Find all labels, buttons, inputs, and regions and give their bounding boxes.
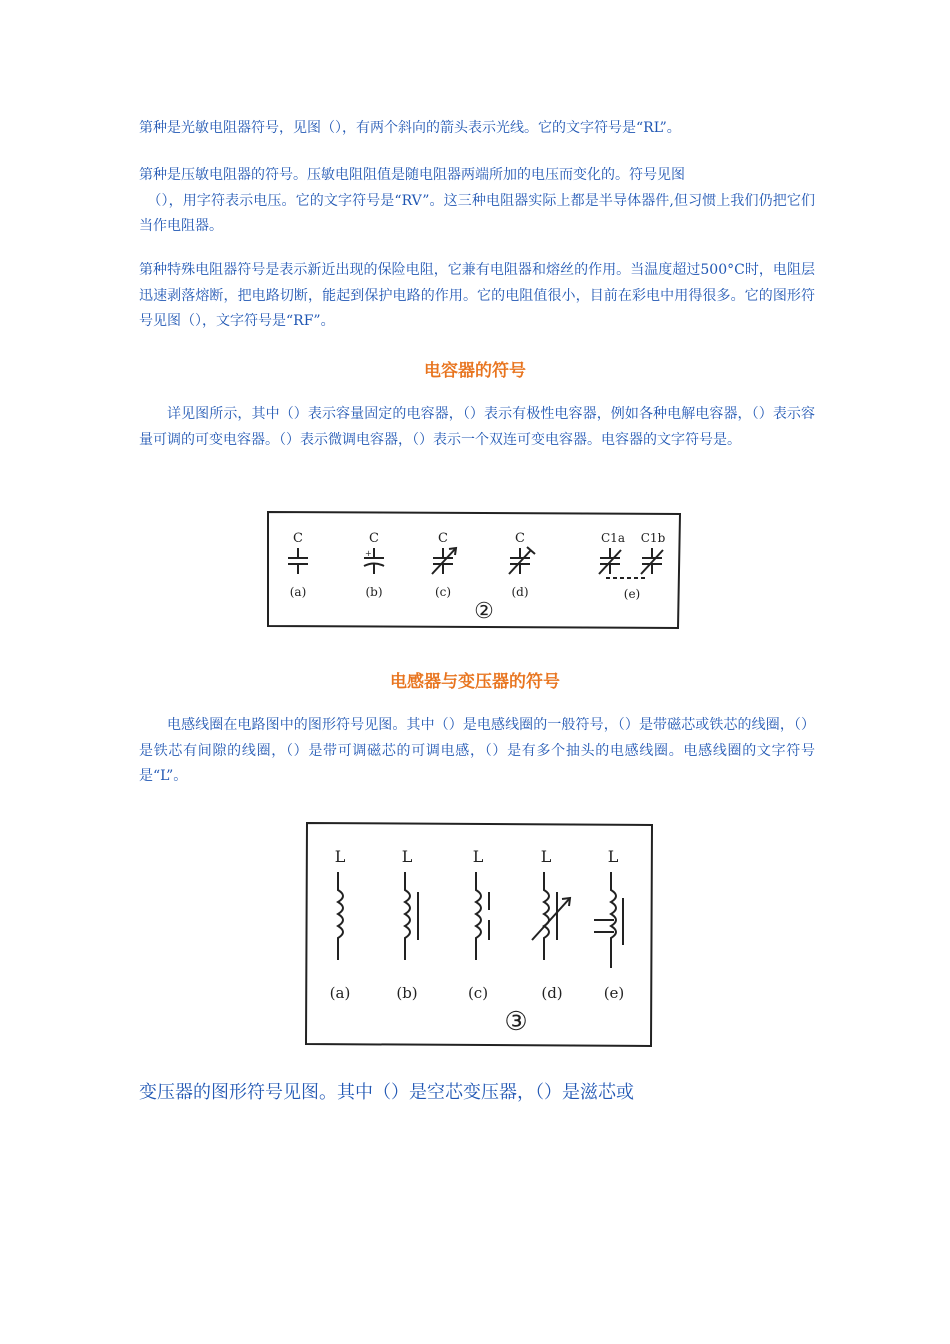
inductor-adjustable-symbol <box>532 872 570 960</box>
cap-label-d: C <box>515 531 525 546</box>
paragraph-varistor <box>139 163 815 240</box>
cap-caption-e: (e) <box>623 587 641 601</box>
inductor-gapped-core-symbol <box>476 872 489 960</box>
cap-caption-b: (b) <box>365 585 383 599</box>
heading-capacitor: 电容器的符号 <box>424 361 526 381</box>
ind-label-c: L <box>472 847 484 866</box>
heading-inductor: 电感器与变压器的符号 <box>390 672 560 692</box>
ind-caption-c: (c) <box>467 984 489 1002</box>
cap-caption-a: (a) <box>289 585 307 599</box>
paragraph-transformer: 变压器的图形符号见图。其中（）是空芯变压器，（）是滋芯或 <box>139 1082 634 1103</box>
ind-label-d: L <box>540 847 552 866</box>
ind-label-e: L <box>607 847 619 866</box>
ind-caption-d: (d) <box>541 984 563 1002</box>
ind-caption-b: (b) <box>396 984 418 1002</box>
ind-caption-e: (e) <box>603 984 625 1002</box>
svg-text:+: + <box>365 549 372 558</box>
cap-label-a: C <box>293 531 303 546</box>
ind-figure-number: ③ <box>504 1007 528 1037</box>
cap-label-e1: C1a <box>601 531 625 545</box>
capacitor-fixed-symbol <box>288 548 308 574</box>
inductor-symbols-figure <box>304 820 656 1052</box>
cap-label-c: C <box>438 531 448 546</box>
capacitor-symbols-figure <box>266 510 684 632</box>
capacitor-variable-symbol <box>432 548 456 574</box>
ind-caption-a: (a) <box>329 984 351 1002</box>
paragraph-photoresistor: 第种是光敏电阻器符号，见图（），有两个斜向的箭头表示光线。它的文字符号是“RL”。 <box>139 120 681 136</box>
capacitor-trimmer-symbol <box>509 547 535 574</box>
paragraph-fuse-resistor: 第种特殊电阻器符号是表示新近出现的保险电阻，它兼有电阻器和熔丝的作用。当温度超过500°C时，电阻层迅速剥落熔断，把电路切断，能起到保护电路的作用。它的电阻值很小，目前在彩电中用得很多。它的图形符号见图（），文字符号是“RF”。 <box>139 262 815 329</box>
capacitor-dual-gang-symbol <box>599 548 663 578</box>
cap-label-e2: C1b <box>640 531 666 545</box>
cap-caption-d: (d) <box>511 585 529 599</box>
capacitor-polarized-symbol <box>364 548 384 574</box>
cap-figure-number: ② <box>474 599 494 624</box>
paragraph-capacitor: 详见图所示，其中（）表示容量固定的电容器，（）表示有极性电容器，例如各种电解电容器，（）表示容量可调的可变电容器。（）表示微调电容器，（）表示一个双连可变电容器。电容器的文字符号是。 <box>139 406 815 448</box>
ind-label-b: L <box>401 847 413 866</box>
paragraph-varistor-rest: （），用字符表示电压。它的文字符号是“RV”。这三种电阻器实际上都是半导体器件,但习惯上我们仍把它们当作电阻器。 <box>139 192 815 234</box>
cap-label-b: C <box>369 531 379 546</box>
ind-label-a: L <box>334 847 346 866</box>
cap-caption-c: (c) <box>434 585 452 599</box>
inductor-general-symbol <box>338 872 343 960</box>
inductor-core-symbol <box>405 872 418 960</box>
paragraph-varistor-line1: 第种是压敏电阻器的符号。压敏电阻阻值是随电阻器两端所加的电压而变化的。符号见图 <box>139 167 685 183</box>
inductor-tapped-symbol <box>594 872 623 968</box>
paragraph-inductor: 电感线圈在电路图中的图形符号见图。其中（）是电感线圈的一般符号，（）是带磁芯或铁芯的线圈，（）是铁芯有间隙的线圈，（）是带可调磁芯的可调电感，（）是有多个抽头的电感线圈。电感线圈的文字符号是“L”。 <box>139 717 815 784</box>
